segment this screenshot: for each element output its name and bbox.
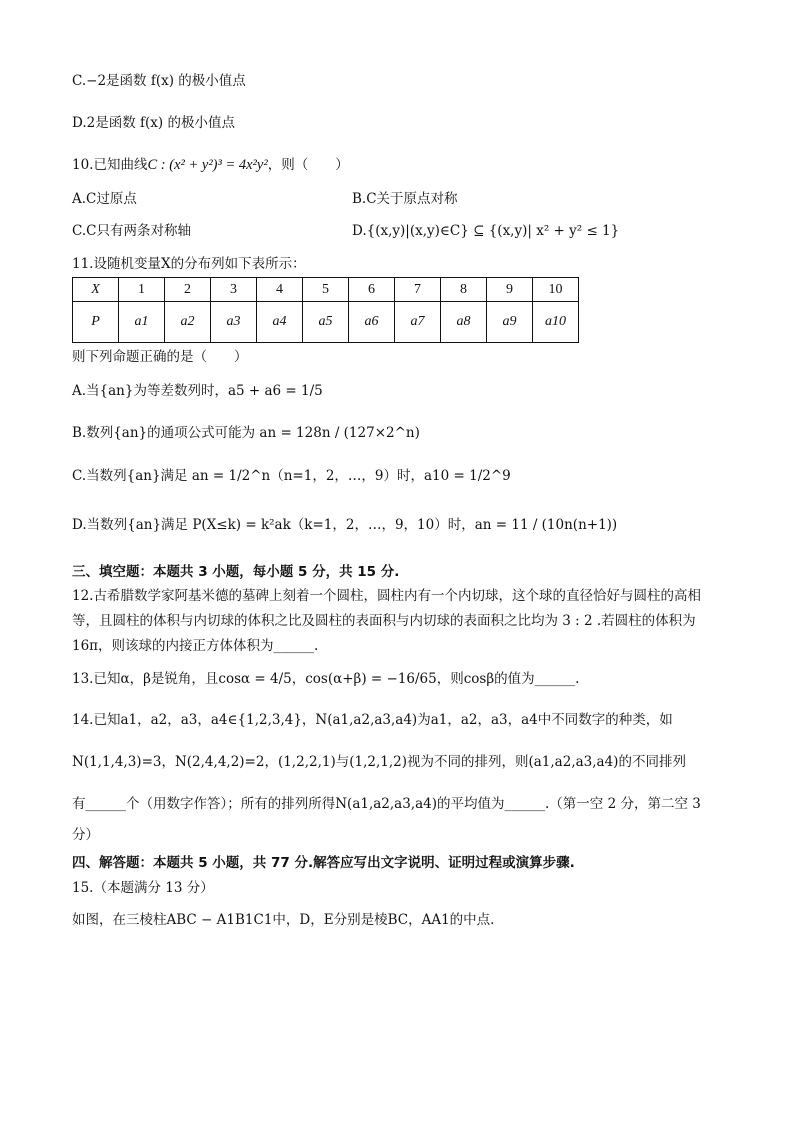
table-cell-p6: a6 — [349, 302, 395, 343]
table-cell-p3: a3 — [211, 302, 257, 343]
table-row-p — [73, 302, 579, 343]
q11-option-c — [72, 467, 511, 485]
table-cell-x1: 1 — [119, 278, 165, 302]
q10-option-d-text: D.{(x,y)|(x,y)∈C} ⊆ {(x,y)| x² + y² ≤ 1} — [352, 223, 620, 239]
table-cell-p4: a4 — [257, 302, 303, 343]
table-cell-p9: a9 — [487, 302, 533, 343]
table-row-x — [73, 278, 579, 302]
q15-text: 如图，在三棱柱ABC − A1B1C1中，D，E分别是棱BC，AA1的中点. — [72, 912, 495, 928]
table-header-x: X — [73, 278, 119, 302]
q12-line2: 等，且圆柱的体积与内切球的体积之比及圆柱的表面积与内切球的表面积之比均为 3 : 2 .若圆柱的体积为 — [72, 613, 696, 629]
table-cell-x4: 4 — [257, 278, 303, 302]
q11-option-a — [72, 382, 323, 400]
q11-stem — [72, 255, 306, 273]
table-cell-p8: a8 — [441, 302, 487, 343]
q10-option-a — [72, 190, 137, 208]
q10-option-d — [352, 222, 619, 240]
q10-option-a-text: A.C过原点 — [72, 191, 137, 207]
q10-option-b-text: B.C关于原点对称 — [352, 191, 458, 207]
table-cell-x3: 3 — [211, 278, 257, 302]
table-cell-p5: a5 — [303, 302, 349, 343]
q10-curve-equation: C : (x² + y²)³ = 4x²y² — [147, 157, 268, 173]
q12-line3: 16π，则该球的内接正方体体积为______. — [72, 638, 319, 654]
table-cell-p7: a7 — [395, 302, 441, 343]
q11-option-a-text: A.当{an}为等差数列时，a5 + a6 = 1/5 — [72, 383, 323, 399]
table-cell-x10: 10 — [533, 278, 579, 302]
table-cell-p2: a2 — [165, 302, 211, 343]
q11-question-text: 则下列命题正确的是（ ） — [72, 349, 248, 365]
q12-line1: 12.古希腊数学家阿基米德的墓碑上刻着一个圆柱，圆柱内有一个内切球，这个球的直径恰好与圆柱的高相 — [72, 588, 701, 604]
q9-option-c-text: C.−2是函数 f(x) 的极小值点 — [72, 73, 246, 89]
table-cell-x2: 2 — [165, 278, 211, 302]
q9-option-c — [72, 72, 246, 90]
table-cell-p10: a10 — [533, 302, 579, 343]
q11-option-b-text: B.数列{an}的通项公式可能为 an = 128n / (127×2^n) — [72, 425, 420, 441]
table-cell-x9: 9 — [487, 278, 533, 302]
q14-line1: 14.已知a1，a2，a3，a4∈{1,2,3,4}，N(a1,a2,a3,a4)为a1，a2，a3，a4中不同数字的种类，如 — [72, 712, 673, 728]
q11-stem-text: 11.设随机变量X的分布列如下表所示： — [72, 256, 306, 272]
table-header-p: P — [73, 302, 119, 343]
table-cell-x6: 6 — [349, 278, 395, 302]
table-cell-p1: a1 — [119, 302, 165, 343]
q10-stem-suffix: ，则（ ） — [267, 157, 349, 173]
q14-line3: 有______个（用数字作答）；所有的排列所得N(a1,a2,a3,a4)的平均值为______.（第一空 2 分，第二空 3 — [72, 796, 701, 812]
q10-stem — [72, 156, 349, 174]
q15-header: 15.（本题满分 13 分） — [72, 880, 214, 896]
q10-stem-prefix: 10.已知曲线 — [72, 157, 148, 173]
q14-line4: 分） — [72, 827, 99, 843]
q11-option-d — [72, 516, 617, 534]
q10-option-b — [352, 190, 458, 208]
table-cell-x5: 5 — [303, 278, 349, 302]
table-cell-x8: 8 — [441, 278, 487, 302]
q11-question — [72, 348, 248, 366]
q13-text: 13.已知α，β是锐角，且cosα = 4/5，cos(α+β) = −16/65，则cosβ的值为______. — [72, 671, 580, 687]
section4-heading: 四、解答题：本题共 5 小题，共 77 分.解答应写出文字说明、证明过程或演算步骤. — [72, 855, 575, 871]
q10-option-c-text: C.C只有两条对称轴 — [72, 223, 191, 239]
distribution-table — [72, 277, 579, 343]
q11-option-b — [72, 424, 420, 442]
q9-option-d — [72, 114, 235, 132]
table-cell-x7: 7 — [395, 278, 441, 302]
section3-heading: 三、填空题：本题共 3 小题，每小题 5 分，共 15 分. — [72, 564, 400, 580]
q9-option-d-text: D.2是函数 f(x) 的极小值点 — [72, 115, 235, 131]
q10-option-c — [72, 222, 191, 240]
q11-option-c-text: C.当数列{an}满足 an = 1/2^n（n=1，2，…，9）时，a10 = 1/2^9 — [72, 468, 511, 484]
q11-option-d-text: D.当数列{an}满足 P(X≤k) = k²ak（k=1，2，…，9，10）时，an = 11 / (10n(n+1)) — [72, 517, 618, 533]
q14-line2: N(1,1,4,3)=3，N(2,4,4,2)=2，(1,2,2,1)与(1,2,1,2)视为不同的排列，则(a1,a2,a3,a4)的不同排列 — [72, 754, 686, 770]
